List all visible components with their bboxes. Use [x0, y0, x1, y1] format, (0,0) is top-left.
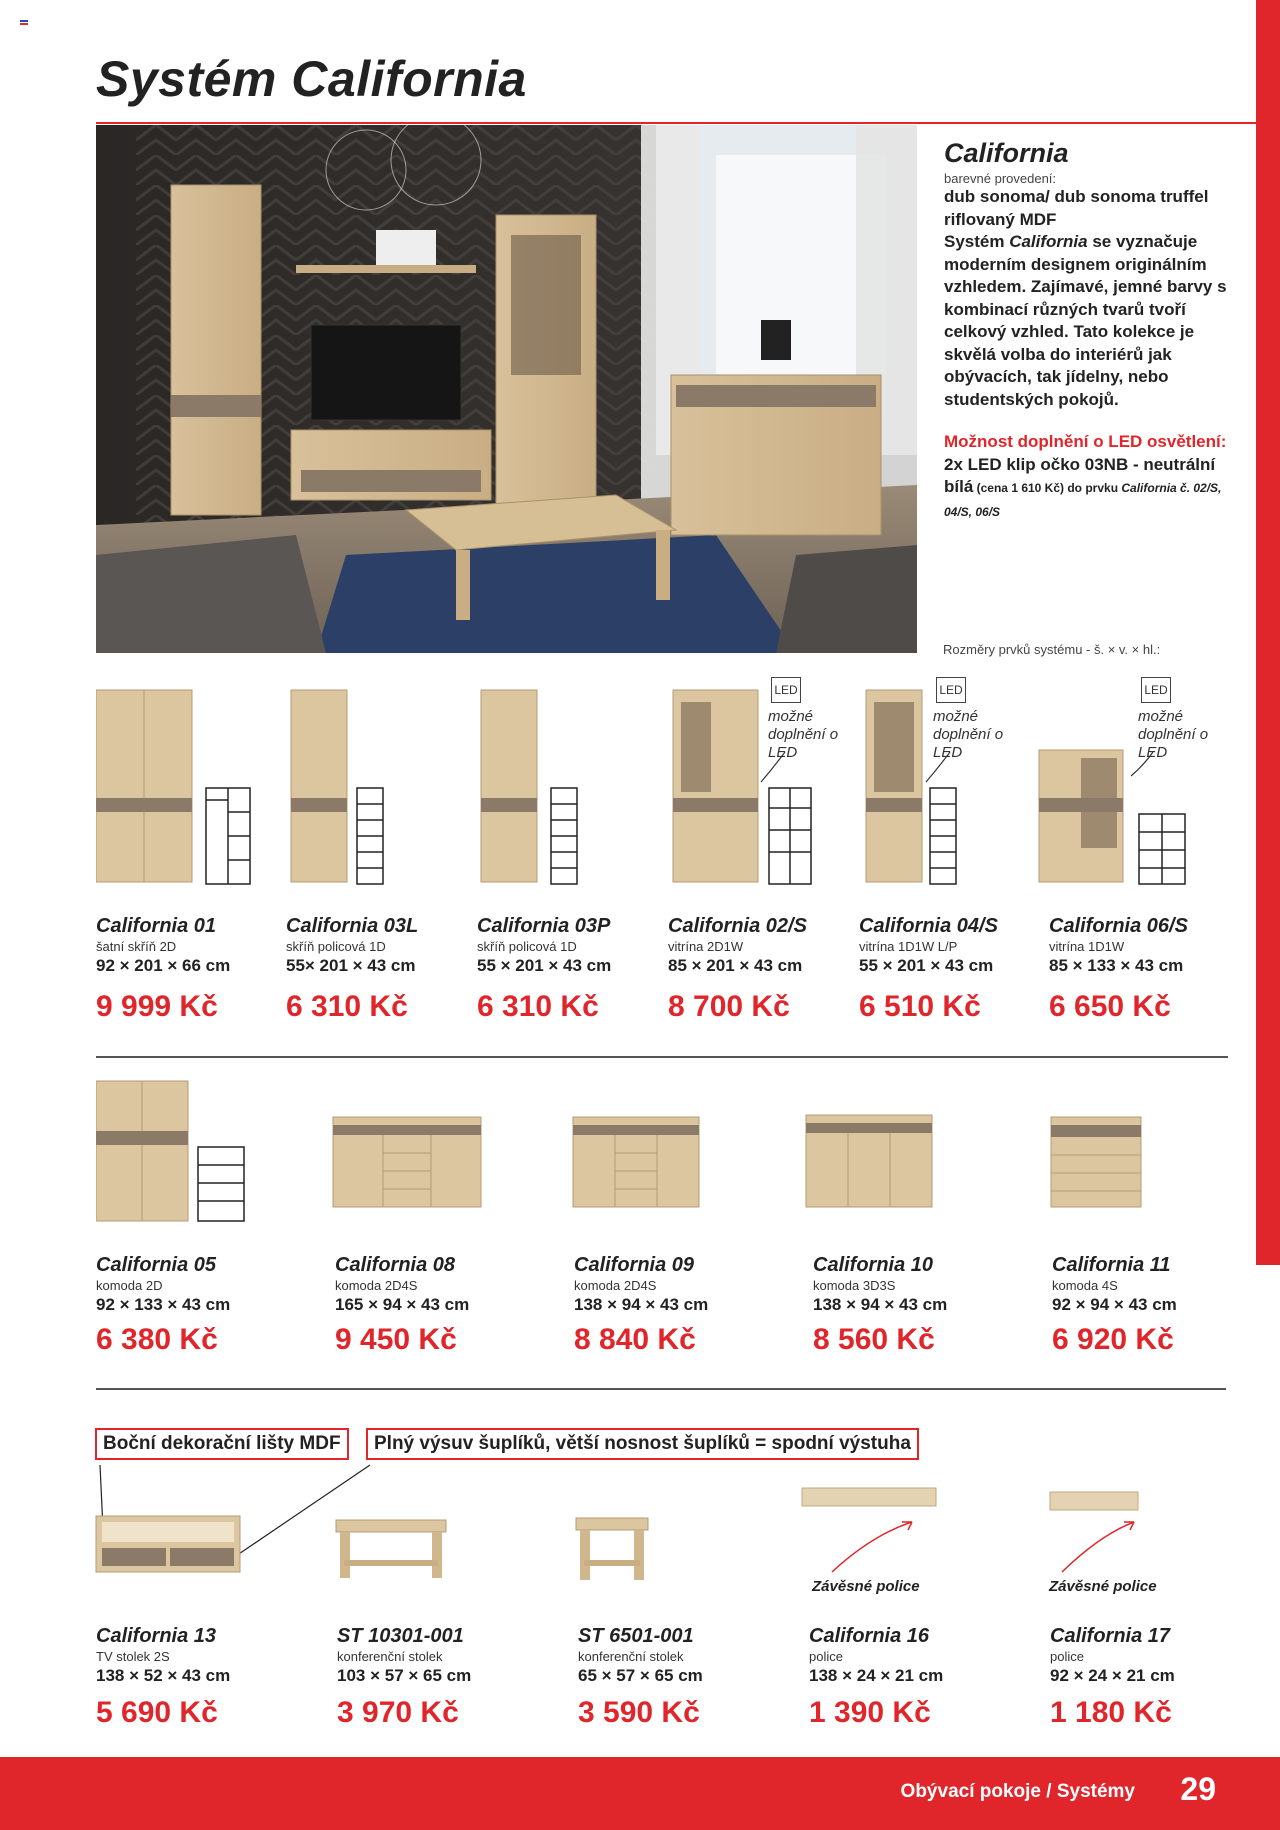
- product-price: 6 920 Kč: [1052, 1323, 1174, 1356]
- product-name: California 04/S: [859, 915, 998, 937]
- product-price: 9 450 Kč: [335, 1323, 457, 1356]
- product-dims: 92 × 94 × 43 cm: [1052, 1295, 1177, 1314]
- product-name: California 17: [1050, 1625, 1171, 1647]
- product-dims: 138 × 94 × 43 cm: [813, 1295, 948, 1314]
- product-type: komoda 2D4S: [574, 1278, 657, 1293]
- product-dims: 165 × 94 × 43 cm: [335, 1295, 470, 1314]
- product-price: 8 840 Kč: [574, 1323, 696, 1356]
- product-price: 6 510 Kč: [859, 990, 981, 1023]
- product-dims: 92 × 201 × 66 cm: [96, 956, 231, 975]
- product-type: vitrína 2D1W: [668, 939, 744, 954]
- california-03p-image: [481, 690, 577, 884]
- led-note-06s: možné doplnění o LED: [1138, 708, 1209, 761]
- product-name: California 06/S: [1049, 915, 1188, 937]
- led-note-02s: možné doplnění o LED: [768, 708, 839, 761]
- product-dims: 85 × 133 × 43 cm: [1049, 956, 1184, 975]
- product-california-04s: [859, 915, 1049, 1024]
- led-price: (cena 1 610 Kč) do prvku: [973, 481, 1122, 495]
- page-title: Systém California: [96, 51, 527, 107]
- shelf-label-16: Závěsné police: [812, 1578, 920, 1595]
- product-name: California 09: [574, 1254, 695, 1276]
- california-16-image: [802, 1488, 936, 1572]
- product-name: California 03L: [286, 915, 419, 937]
- product-name: California 11: [1052, 1254, 1171, 1276]
- california-05-image: [96, 1081, 244, 1221]
- product-california-02s: [668, 915, 858, 1024]
- product-price: 1 390 Kč: [809, 1696, 931, 1729]
- product-california-09: [574, 1254, 764, 1357]
- product-california-08: [335, 1254, 525, 1357]
- hero-room-photo: [96, 125, 917, 653]
- row2-divider: [96, 1388, 1226, 1390]
- led-box-06s: LED: [1141, 677, 1171, 703]
- product-california-03l: [286, 915, 476, 1024]
- shelf-label-17: Závěsné police: [1049, 1578, 1157, 1595]
- callout-drawers: Plný výsuv šuplíků, větší nosnost šuplíků = spodní výstuha: [366, 1428, 919, 1460]
- product-type: komoda 2D: [96, 1278, 163, 1293]
- material: riflovaný MDF: [944, 209, 1057, 229]
- product-type: komoda 4S: [1052, 1278, 1118, 1293]
- product-type: konferenční stolek: [578, 1649, 684, 1664]
- product-type: šatní skříň 2D: [96, 939, 177, 954]
- product-california-17: [1050, 1625, 1240, 1730]
- product-type: vitrína 1D1W: [1049, 939, 1125, 954]
- product-name: California 01: [96, 915, 217, 937]
- color-value: dub sonoma/ dub sonoma truffel: [944, 187, 1209, 206]
- right-edge-red-bar: [1256, 0, 1280, 1265]
- row3-product-images: [90, 1460, 1240, 1590]
- product-price: 9 999 Kč: [96, 990, 218, 1023]
- product-type: police: [809, 1649, 843, 1664]
- california-10-image: [806, 1115, 932, 1207]
- led-option-title: Možnost doplnění o LED osvětlení:: [944, 432, 1227, 451]
- california-06s-image: [1039, 750, 1185, 884]
- corner-flag-icon: [20, 20, 28, 25]
- product-dims: 92 × 133 × 43 cm: [96, 1295, 231, 1314]
- product-dims: 138 × 94 × 43 cm: [574, 1295, 709, 1314]
- product-california-03p: [477, 915, 667, 1024]
- product-california-05: [96, 1254, 286, 1357]
- product-type: TV stolek 2S: [96, 1649, 170, 1664]
- product-price: 6 310 Kč: [477, 990, 599, 1023]
- collection-name: California: [944, 138, 1069, 168]
- led-option-text: 2x LED klip očko 03NB - neutrální bílá (cena 1 610 Kč) do prvku California č. 02/S, 04/S, 06/S: [944, 454, 1222, 519]
- california-03l-image: [291, 690, 383, 884]
- product-california-11: [1052, 1254, 1242, 1357]
- california-01-image: [96, 690, 250, 884]
- product-dims: 138 × 24 × 21 cm: [809, 1666, 944, 1685]
- product-price: 1 180 Kč: [1050, 1696, 1172, 1729]
- row1-product-images: [96, 680, 1246, 890]
- section-name: Obývací pokoje / Systémy: [900, 1781, 1135, 1802]
- product-price: 6 310 Kč: [286, 990, 408, 1023]
- product-dims: 92 × 24 × 21 cm: [1050, 1666, 1175, 1685]
- product-dims: 138 × 52 × 43 cm: [96, 1666, 231, 1685]
- product-dims: 65 × 57 × 65 cm: [578, 1666, 703, 1685]
- page-footer: [0, 1757, 1280, 1830]
- product-dims: 55 × 201 × 43 cm: [859, 956, 994, 975]
- led-box-04s: LED: [936, 677, 966, 703]
- row1-divider: [96, 1056, 1228, 1058]
- product-name: ST 6501-001: [578, 1625, 694, 1647]
- product-type: police: [1050, 1649, 1084, 1664]
- product-type: skříň policová 1D: [286, 939, 386, 954]
- product-st-6501: [578, 1625, 768, 1730]
- product-price: 8 560 Kč: [813, 1323, 935, 1356]
- product-type: vitrína 1D1W L/P: [859, 939, 958, 954]
- product-type: konferenční stolek: [337, 1649, 443, 1664]
- product-california-06s: [1049, 915, 1239, 1024]
- product-name: California 05: [96, 1254, 217, 1276]
- description-em: California: [1009, 232, 1088, 251]
- california-09-image: [573, 1117, 699, 1207]
- product-california-16: [809, 1625, 999, 1730]
- color-label: barevné provedení:: [944, 171, 1057, 186]
- st-10301-image: [336, 1520, 446, 1578]
- st-6501-image: [576, 1518, 648, 1580]
- product-name: California 16: [809, 1625, 930, 1647]
- california-13-image: [96, 1516, 240, 1572]
- product-price: 6 380 Kč: [96, 1323, 218, 1356]
- product-dims: 55 × 201 × 43 cm: [477, 956, 612, 975]
- product-price: 5 690 Kč: [96, 1696, 218, 1729]
- product-st-10301: [337, 1625, 527, 1730]
- living-room-illustration: [96, 125, 917, 653]
- california-08-image: [333, 1117, 481, 1207]
- product-dims: 103 × 57 × 65 cm: [337, 1666, 472, 1685]
- title-rule: [96, 122, 1256, 124]
- led-box-02s: LED: [771, 677, 801, 703]
- product-name: California 08: [335, 1254, 456, 1276]
- callout-side-strips: Boční dekorační lišty MDF: [95, 1428, 349, 1460]
- page-number: 29: [1180, 1771, 1216, 1807]
- row2-product-images: [96, 1075, 1246, 1225]
- collection-description: [944, 138, 1244, 523]
- product-type: komoda 2D4S: [335, 1278, 418, 1293]
- product-price: 3 970 Kč: [337, 1696, 459, 1729]
- product-name: California 13: [96, 1625, 217, 1647]
- product-name: California 02/S: [668, 915, 807, 937]
- led-note-04s: možné doplnění o LED: [933, 708, 1004, 761]
- product-name: California 03P: [477, 915, 611, 937]
- product-california-10: [813, 1254, 1003, 1357]
- product-type: skříň policová 1D: [477, 939, 577, 954]
- product-name: California 10: [813, 1254, 934, 1276]
- led-targets: California č. 02/S, 04/S, 06/S: [944, 481, 1222, 519]
- product-california-13: [96, 1625, 286, 1730]
- product-california-01: [96, 915, 286, 1024]
- product-dims: 85 × 201 × 43 cm: [668, 956, 803, 975]
- product-price: 3 590 Kč: [578, 1696, 700, 1729]
- product-type: komoda 3D3S: [813, 1278, 896, 1293]
- product-name: ST 10301-001: [337, 1625, 464, 1647]
- product-price: 6 650 Kč: [1049, 990, 1171, 1023]
- california-17-image: [1050, 1492, 1138, 1572]
- description-text: Systém California se vyznačuje moderním designem originálním vzhledem. Zajímavé, jemné barvy s kombinací různých tvarů tvoří celkový vzhled. Tato kolekce je skvělá volba do interiérů jak obývacích, tak jídelny, nebo studentských pokojů.: [944, 232, 1227, 409]
- california-11-image: [1051, 1117, 1141, 1207]
- product-price: 8 700 Kč: [668, 990, 790, 1023]
- product-dims: 55× 201 × 43 cm: [286, 956, 416, 975]
- dimensions-note: Rozměry prvků systému - š. × v. × hl.:: [943, 642, 1161, 657]
